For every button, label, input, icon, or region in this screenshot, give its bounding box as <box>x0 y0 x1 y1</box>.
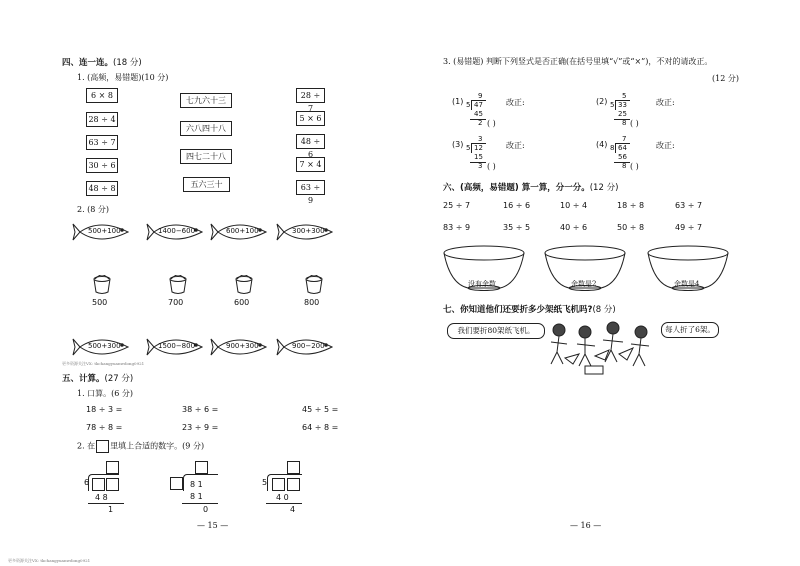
bucket-icon <box>168 275 188 295</box>
fish-label: 900−200 <box>292 342 325 350</box>
expr-1[interactable]: 25 ÷ 7 <box>443 201 471 210</box>
expr-9[interactable]: 50 ÷ 8 <box>617 223 645 232</box>
answer-box[interactable] <box>287 461 300 474</box>
q3-score: (12 分) <box>712 74 739 83</box>
match-mid-3[interactable]: 四七二十八 <box>180 149 232 164</box>
fish-bottom-3[interactable] <box>210 335 274 359</box>
remainder: 2 <box>478 119 483 127</box>
quotient: 9 <box>478 92 483 100</box>
dividend: 33 <box>618 101 627 109</box>
fish-bottom-2[interactable] <box>146 335 210 359</box>
match-left-4[interactable]: 30 ÷ 6 <box>86 158 118 173</box>
bucket-label: 700 <box>168 298 184 307</box>
fish-top-4[interactable] <box>276 220 340 244</box>
fish-label: 600+100 <box>226 227 259 235</box>
fix-label: 改正: <box>506 98 525 107</box>
judge-paren[interactable]: ( ) <box>630 119 639 128</box>
section4-title: 四、连一连。(18 分) <box>62 58 142 68</box>
fish-top-1[interactable] <box>72 220 136 244</box>
match-left-5[interactable]: 48 ÷ 8 <box>86 181 118 196</box>
fish-label: 300+300 <box>292 227 325 235</box>
speech-bubble-right: 每人折了6架。 <box>661 322 719 338</box>
speech-bubble-left: 我们要折80架纸飞机。 <box>447 323 545 339</box>
bucket-1[interactable] <box>92 275 112 307</box>
remainder: 0 <box>203 505 209 514</box>
oral-3: 45 ÷ 5 = <box>302 405 339 414</box>
watermark-footer: 更多资源关注VX: tkchangyuanwdong0921 <box>8 558 91 563</box>
subtrahend: 15 <box>474 153 483 161</box>
answer-box[interactable] <box>106 461 119 474</box>
fix-label: 改正: <box>656 98 675 107</box>
expr-10[interactable]: 49 ÷ 7 <box>675 223 703 232</box>
match-right-3[interactable]: 48 ÷ 6 <box>296 134 325 149</box>
rule <box>88 503 124 504</box>
dividend: 12 <box>474 144 483 152</box>
bucket-3[interactable] <box>234 275 254 307</box>
remainder: 4 <box>290 505 296 514</box>
fish-bottom-1[interactable] <box>72 335 136 359</box>
expr-8[interactable]: 40 ÷ 6 <box>560 223 588 232</box>
page-number-left: — 15 — <box>197 521 229 530</box>
bucket-label: 500 <box>92 298 108 307</box>
expr-4[interactable]: 18 ÷ 8 <box>617 201 645 210</box>
item-no: (3) <box>452 140 464 149</box>
oral-2: 38 ÷ 6 = <box>182 405 219 414</box>
quotient: 7 <box>622 135 627 143</box>
match-right-5[interactable]: 63 ÷ 9 <box>296 180 325 195</box>
fish-top-2[interactable] <box>146 220 210 244</box>
fish-label: 500+100 <box>88 227 121 235</box>
product: 4 8 <box>95 493 108 502</box>
bucket-2[interactable] <box>168 275 188 307</box>
judge-paren[interactable]: ( ) <box>487 162 496 171</box>
bowl-label: 余数是4 <box>674 280 700 288</box>
section5-q2: 2. 在 里填上合适的数字。(9 分) <box>77 440 204 453</box>
divisor: 5 <box>466 144 471 152</box>
fish-label: 900+300 <box>226 342 259 350</box>
divisor: 5 <box>610 101 615 109</box>
q3-title: 3. (易错题) 判断下列竖式是否正确(在括号里填“√”或“×”)，不对的请改正。 <box>443 57 713 66</box>
fish-bottom-4[interactable] <box>276 335 340 359</box>
item-no: (1) <box>452 97 464 106</box>
fix-label: 改正: <box>656 141 675 150</box>
section5-q1: 1. 口算。(6 分) <box>77 389 134 398</box>
divisor: 5 <box>262 478 268 487</box>
section6-title: 六、(高频，易错题) 算一算，分一分。(12 分) <box>443 183 619 193</box>
bowl-2[interactable] <box>543 244 628 292</box>
divisor: 8 <box>610 144 615 152</box>
match-right-1[interactable]: 28 ÷ 7 <box>296 88 325 103</box>
section4-q2: 2. (8 分) <box>77 205 110 214</box>
rule <box>182 503 218 504</box>
dividend: 47 <box>474 101 483 109</box>
remainder: 3 <box>478 162 483 170</box>
dividend: 64 <box>618 144 627 152</box>
item-no: (4) <box>596 140 608 149</box>
rule <box>266 503 302 504</box>
oral-4: 78 ÷ 8 = <box>86 423 123 432</box>
answer-box[interactable] <box>272 478 285 491</box>
subtrahend: 45 <box>474 110 483 118</box>
bowl-1[interactable] <box>442 244 527 292</box>
answer-box[interactable] <box>106 478 119 491</box>
answer-box[interactable] <box>195 461 208 474</box>
subtrahend: 25 <box>618 110 627 118</box>
match-right-4[interactable]: 7 × 4 <box>296 157 325 172</box>
answer-box[interactable] <box>92 478 105 491</box>
match-mid-4[interactable]: 五六三十 <box>183 177 230 192</box>
bucket-icon <box>234 275 254 295</box>
match-left-2[interactable]: 28 ÷ 4 <box>86 112 118 127</box>
expr-3[interactable]: 10 ÷ 4 <box>560 201 588 210</box>
oral-1: 18 ÷ 3 = <box>86 405 123 414</box>
expr-6[interactable]: 83 ÷ 9 <box>443 223 471 232</box>
bucket-icon <box>92 275 112 295</box>
fish-label: 1500−800 <box>158 342 196 350</box>
watermark: 更多资源关注VX: tkchangyuanwdong0921 <box>62 361 145 366</box>
oral-6: 64 ÷ 8 = <box>302 423 339 432</box>
subtrahend: 56 <box>618 153 627 161</box>
children-folding-planes-icon <box>545 318 657 378</box>
bucket-4[interactable] <box>304 275 324 307</box>
quotient: 3 <box>478 135 483 143</box>
section7-title: 七、你知道他们还要折多少架纸飞机吗?(8 分) <box>443 305 616 315</box>
divisor: 6 <box>84 478 90 487</box>
bucket-label: 600 <box>234 298 250 307</box>
dividend: 8 1 <box>190 480 203 489</box>
match-mid-1[interactable]: 七九六十三 <box>180 93 232 108</box>
match-left-1[interactable]: 6 × 8 <box>86 88 118 103</box>
answer-box[interactable] <box>170 477 183 490</box>
judge-paren[interactable]: ( ) <box>487 119 496 128</box>
match-right-2[interactable]: 5 × 6 <box>296 111 325 126</box>
bowl-3[interactable] <box>646 244 731 292</box>
children-illustration <box>545 318 657 380</box>
answer-box[interactable] <box>287 478 300 491</box>
oral-5: 23 ÷ 9 = <box>182 423 219 432</box>
bucket-label: 800 <box>304 298 320 307</box>
remainder: 8 <box>622 119 627 127</box>
item-no: (2) <box>596 97 608 106</box>
match-mid-2[interactable]: 六八四十八 <box>180 121 232 136</box>
fish-top-3[interactable] <box>210 220 274 244</box>
product: 4 0 <box>276 493 289 502</box>
bucket-icon <box>304 275 324 295</box>
product: 8 1 <box>190 492 203 501</box>
section4-q1: 1. (高频，易错题)(10 分) <box>77 73 169 82</box>
page-number-right: — 16 — <box>570 521 602 530</box>
bowl-label: 余数是2 <box>571 280 597 288</box>
fish-label: 1400−600 <box>158 227 196 235</box>
expr-5[interactable]: 63 ÷ 7 <box>675 201 703 210</box>
bowl-label: 没有余数 <box>468 280 496 288</box>
expr-7[interactable]: 35 ÷ 5 <box>503 223 531 232</box>
fix-label: 改正: <box>506 141 525 150</box>
section5-title: 五、计算。(27 分) <box>62 374 134 384</box>
divisor: 5 <box>466 101 471 109</box>
match-left-3[interactable]: 63 ÷ 7 <box>86 135 118 150</box>
remainder: 1 <box>108 505 114 514</box>
judge-paren[interactable]: ( ) <box>630 162 639 171</box>
remainder: 8 <box>622 162 627 170</box>
fish-label: 500+300 <box>88 342 121 350</box>
expr-2[interactable]: 16 ÷ 6 <box>503 201 531 210</box>
quotient: 5 <box>622 92 627 100</box>
